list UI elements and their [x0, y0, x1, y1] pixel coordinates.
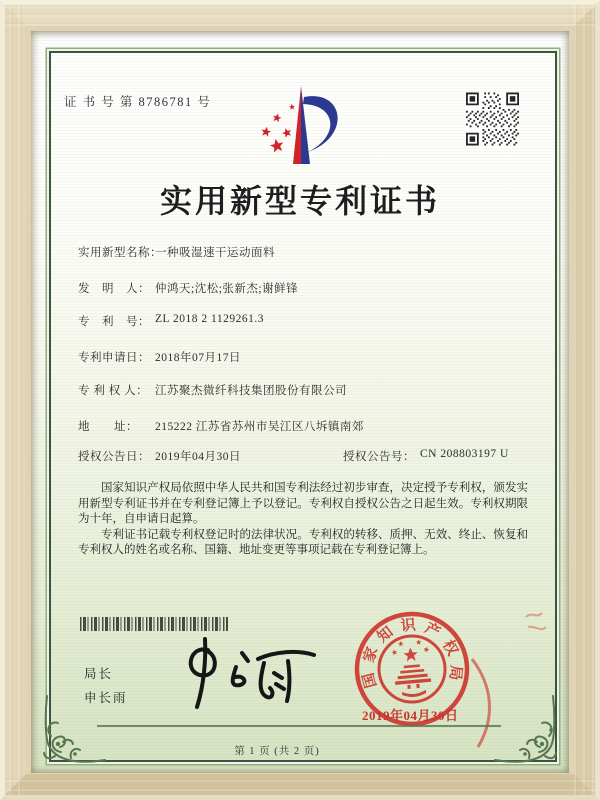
field-label: 发 明 人：	[78, 283, 150, 295]
field-label: 专 利 权 人：	[78, 385, 149, 397]
commissioner-title: 局长	[84, 667, 114, 681]
certificate-number: 证 书 号 第 8786781 号	[64, 95, 212, 109]
field-label: 专利申请日：	[78, 352, 150, 364]
cnipa-logo-icon	[250, 82, 354, 168]
field-value: CN 208803197 U	[420, 448, 509, 460]
field-value: 2019年04月30日	[155, 451, 241, 463]
seal-char: 识	[400, 617, 417, 635]
field-value: 仲鸿天;沈松;张新杰;谢鲜锋	[155, 283, 299, 295]
barcode-image	[80, 617, 228, 631]
field-label: 授权公告日：	[78, 451, 150, 463]
field-value: 江苏聚杰微纤科技集团股份有限公司	[155, 385, 347, 397]
field-label: 专 利 号：	[78, 316, 150, 328]
field-label: 实用新型名称：	[78, 247, 162, 259]
qr-code-image	[466, 91, 519, 147]
certificate-paper	[31, 31, 569, 773]
field-value: 215222 江苏省苏州市吴江区八坼镇南郊	[155, 421, 364, 433]
seal-ink-smudge	[523, 607, 549, 635]
seal-date: 2019年04月30日	[362, 708, 459, 723]
seal-char: 家	[361, 645, 382, 665]
field-label: 授权公告号：	[343, 451, 415, 463]
seal-char: 产	[421, 620, 443, 642]
seal-char: 国	[360, 670, 381, 690]
signature-image	[170, 636, 322, 716]
legal-paragraph-1: 国家知识产权局依照中华人民共和国专利法经过初步审查，决定授予专利权，颁发实用新型专利证书并在专利登记簿上予以登记。专利权自授权公告之日起生效。专利权期限为十年，自申请日起算。	[78, 482, 528, 525]
field-value: 一种吸湿速干运动面料	[155, 247, 275, 259]
field-label: 地 址：	[78, 421, 138, 433]
certificate-title: 实用新型专利证书	[159, 183, 440, 219]
bottom-ornament-line	[97, 725, 501, 727]
legal-paragraph-2: 专利证书记载专利权登记时的法律状况。专利权的转移、质押、无效、终止、恢复和专利权人的姓名或名称、国籍、地址变更等事项记载在专利登记簿上。	[78, 528, 528, 556]
seal-char: 局	[446, 664, 464, 681]
page-number: 第 1 页 (共 2 页)	[234, 746, 320, 757]
seal-char: 知	[374, 624, 397, 647]
commissioner-name: 申长雨	[84, 691, 128, 705]
field-value: 2018年07月17日	[155, 352, 241, 364]
field-value: ZL 2018 2 1129261.3	[155, 313, 264, 325]
legal-text	[78, 481, 528, 559]
seal-char: 权	[438, 637, 461, 659]
